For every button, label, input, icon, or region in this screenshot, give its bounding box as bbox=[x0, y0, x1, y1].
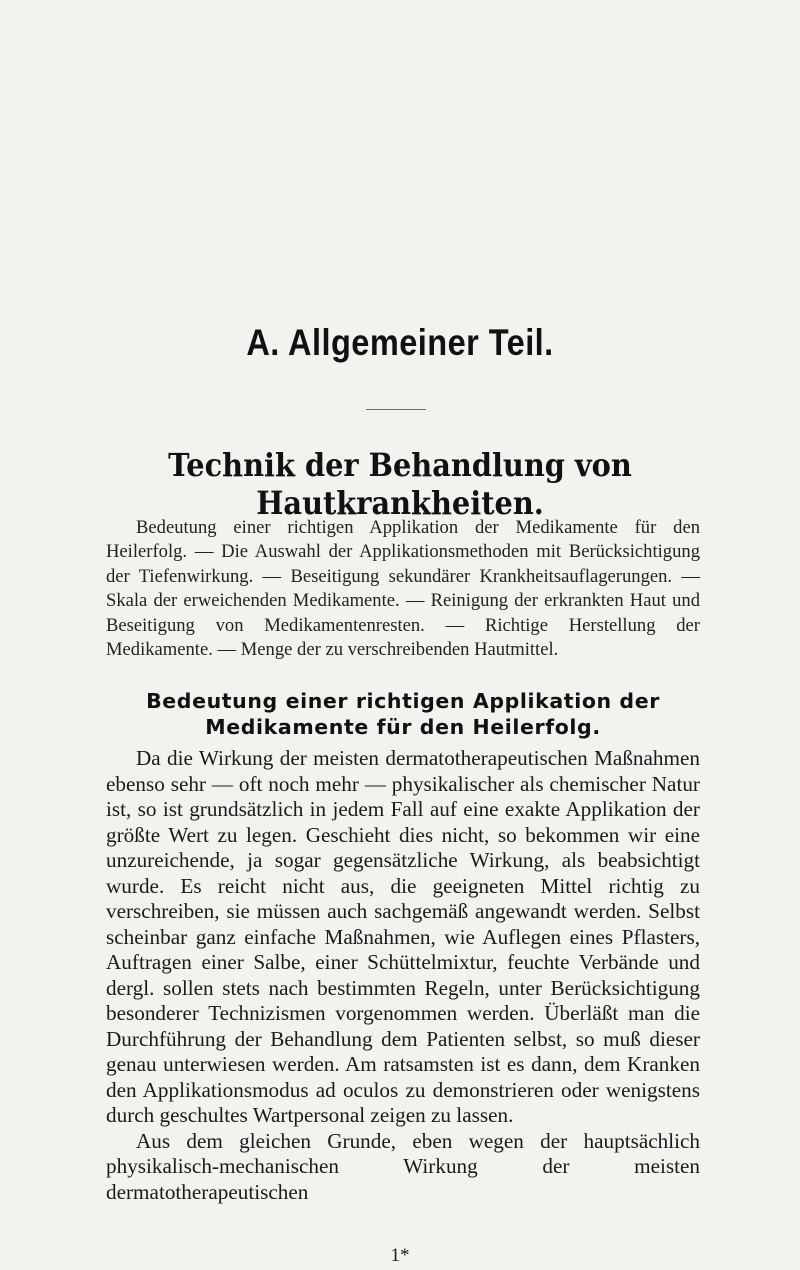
signature-mark: 1* bbox=[390, 1245, 410, 1266]
part-title: A. Allgemeiner Teil. bbox=[246, 322, 554, 363]
chapter-summary: Bedeutung einer richtigen Applikation der Medikamente für den Heilerfolg. — Die Auswahl der Applikationsmethoden mit Berücksichtigung der Tiefenwirkung. — Beseitigung sekundärer Krankheitsauflagerungen. — Skala der erweichenden Medikamente. — Reinigung der erkrankten Haut und Beseitigung von Medikamentenresten. — Richtige Herstellung der Medikamente. — Menge der zu verschreibenden Hautmittel. bbox=[106, 517, 700, 661]
title-divider bbox=[366, 409, 426, 410]
paragraph: Da die Wirkung der meisten dermatotherapeutischen Maßnahmen ebenso sehr — oft noch mehr — physikalischer als chemischer Natur ist, so ist grundsätzlich in jedem Fall auf eine exakte Applikation der größte Wert zu legen. Geschieht dies nicht, so bekommen wir eine unzureichende, ja sogar gegensätzliche Wirkung, als beabsichtigt wurde. Es reicht nicht aus, die geeigneten Mittel richtig zu verschreiben, sie müssen auch sachgemäß angewandt werden. Selbst scheinbar ganz einfache Maßnahmen, wie Auflegen eines Pflasters, Auftragen einer Salbe, einer Schüttelmixtur, feuchte Verbände und dergl. sollen stets nach bestimmten Regeln, unter Berücksichtigung besonderer Technizismen vorgenommen werden. Überläßt man die Durchführung der Behandlung dem Patienten selbst, so muß dieser genau unterwiesen werden. Am ratsamsten ist es dann, dem Kranken den Applikationsmodus ad oculos zu demonstrieren oder wenigstens durch geschultes Wartpersonal zeigen zu lassen. bbox=[106, 746, 700, 1127]
body-text bbox=[106, 746, 700, 1205]
paragraph: Aus dem gleichen Grunde, eben wegen der hauptsächlich physikalisch-mechanischen Wirkung der meisten dermatotherapeutischen bbox=[106, 1128, 700, 1204]
section-heading: Bedeutung einer richtigen Applikation der Medikamente für den Heilerfolg. bbox=[146, 689, 660, 739]
chapter-title: Technik der Behandlung von Hautkrankheiten. bbox=[168, 446, 632, 522]
